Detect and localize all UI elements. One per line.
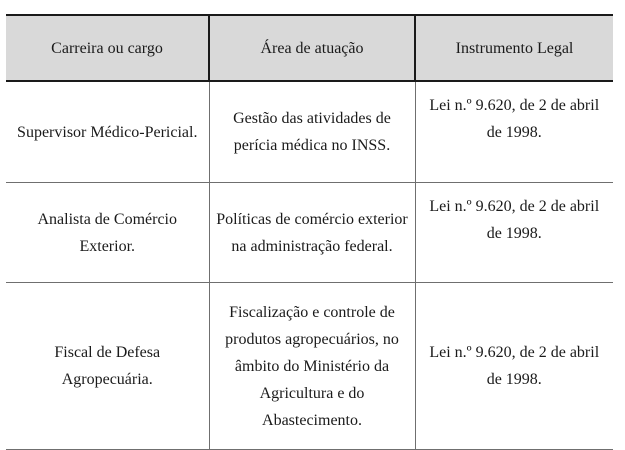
- careers-table: [6, 14, 613, 450]
- header-area: Área de atuação: [209, 15, 415, 81]
- table-row: [6, 81, 613, 183]
- cell-cargo: Analista de Comércio Exterior.: [6, 183, 209, 283]
- cell-area: Políticas de comércio exterior na administração federal.: [209, 183, 415, 283]
- cell-area: Fiscalização e controle de produtos agropecuários, no âmbito do Ministério da Agricultura e do Abastecimento.: [209, 283, 415, 450]
- cell-instrumento: Lei n.º 9.620, de 2 de abril de 1998.: [415, 183, 613, 283]
- header-row: [6, 15, 613, 81]
- header-carreira: Carreira ou cargo: [6, 15, 209, 81]
- cell-cargo: Supervisor Médico-Pericial.: [6, 81, 209, 183]
- table-row: [6, 183, 613, 283]
- table-body: [6, 81, 613, 450]
- table-header: [6, 15, 613, 81]
- cell-instrumento: Lei n.º 9.620, de 2 de abril de 1998.: [415, 81, 613, 183]
- header-instrumento: Instrumento Legal: [415, 15, 613, 81]
- cell-area: Gestão das atividades de perícia médica no INSS.: [209, 81, 415, 183]
- cell-cargo: Fiscal de Defesa Agropecuária.: [6, 283, 209, 450]
- table-row: [6, 283, 613, 450]
- cell-instrumento: Lei n.º 9.620, de 2 de abril de 1998.: [415, 283, 613, 450]
